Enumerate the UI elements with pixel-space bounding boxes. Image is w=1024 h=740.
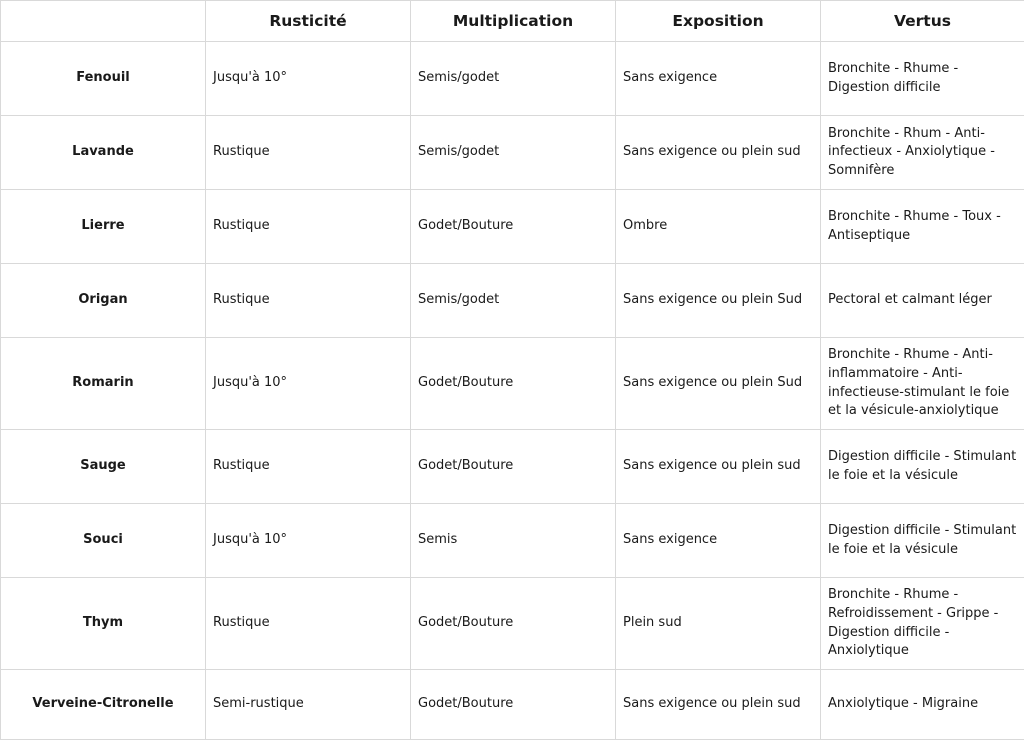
- rusticite-cell: Jusqu'à 10°: [206, 504, 411, 578]
- table-row: [1, 430, 1024, 504]
- multiplication-cell: Semis/godet: [411, 42, 616, 116]
- exposition-cell: Sans exigence: [616, 504, 821, 578]
- table-row: [1, 578, 1024, 670]
- vertus-cell: Bronchite - Rhume - Anti-inflammatoire - Anti-infectieuse-stimulant le foie et la vésicule-anxiolytique: [821, 338, 1024, 430]
- rusticite-cell: Rustique: [206, 190, 411, 264]
- rusticite-cell: Rustique: [206, 578, 411, 670]
- plant-name-cell: Fenouil: [1, 42, 206, 116]
- table-row: [1, 670, 1024, 740]
- plant-name-cell: Lavande: [1, 116, 206, 190]
- rusticite-cell: Rustique: [206, 264, 411, 338]
- plant-name-cell: Verveine-Citronelle: [1, 670, 206, 740]
- multiplication-cell: Godet/Bouture: [411, 190, 616, 264]
- plant-name-cell: Origan: [1, 264, 206, 338]
- plant-name-cell: Lierre: [1, 190, 206, 264]
- rusticite-cell: Rustique: [206, 116, 411, 190]
- header-rusticite: Rusticité: [206, 1, 411, 42]
- vertus-cell: Bronchite - Rhume - Toux - Antiseptique: [821, 190, 1024, 264]
- header-row: [1, 1, 1024, 42]
- table-row: [1, 190, 1024, 264]
- table-row: [1, 264, 1024, 338]
- multiplication-cell: Semis: [411, 504, 616, 578]
- exposition-cell: Sans exigence: [616, 42, 821, 116]
- rusticite-cell: Rustique: [206, 430, 411, 504]
- table-row: [1, 116, 1024, 190]
- multiplication-cell: Godet/Bouture: [411, 670, 616, 740]
- plant-name-cell: Romarin: [1, 338, 206, 430]
- header-multiplication: Multiplication: [411, 1, 616, 42]
- exposition-cell: Sans exigence ou plein sud: [616, 430, 821, 504]
- table-row: [1, 338, 1024, 430]
- multiplication-cell: Godet/Bouture: [411, 338, 616, 430]
- header-exposition: Exposition: [616, 1, 821, 42]
- plant-name-cell: Sauge: [1, 430, 206, 504]
- exposition-cell: Sans exigence ou plein Sud: [616, 338, 821, 430]
- rusticite-cell: Jusqu'à 10°: [206, 42, 411, 116]
- header-vertus: Vertus: [821, 1, 1024, 42]
- plant-name-cell: Thym: [1, 578, 206, 670]
- rusticite-cell: Jusqu'à 10°: [206, 338, 411, 430]
- exposition-cell: Sans exigence ou plein sud: [616, 670, 821, 740]
- vertus-cell: Pectoral et calmant léger: [821, 264, 1024, 338]
- multiplication-cell: Semis/godet: [411, 264, 616, 338]
- exposition-cell: Sans exigence ou plein Sud: [616, 264, 821, 338]
- vertus-cell: Digestion difficile - Stimulant le foie et la vésicule: [821, 504, 1024, 578]
- exposition-cell: Ombre: [616, 190, 821, 264]
- exposition-cell: Plein sud: [616, 578, 821, 670]
- exposition-cell: Sans exigence ou plein sud: [616, 116, 821, 190]
- table-row: [1, 504, 1024, 578]
- multiplication-cell: Godet/Bouture: [411, 430, 616, 504]
- rusticite-cell: Semi-rustique: [206, 670, 411, 740]
- multiplication-cell: Godet/Bouture: [411, 578, 616, 670]
- multiplication-cell: Semis/godet: [411, 116, 616, 190]
- header-empty-cell: [1, 1, 206, 42]
- vertus-cell: Bronchite - Rhume - Digestion difficile: [821, 42, 1024, 116]
- vertus-cell: Digestion difficile - Stimulant le foie et la vésicule: [821, 430, 1024, 504]
- plant-name-cell: Souci: [1, 504, 206, 578]
- vertus-cell: Anxiolytique - Migraine: [821, 670, 1024, 740]
- vertus-cell: Bronchite - Rhume - Refroidissement - Grippe - Digestion difficile - Anxiolytique: [821, 578, 1024, 670]
- vertus-cell: Bronchite - Rhum - Anti-infectieux - Anxiolytique - Somnifère: [821, 116, 1024, 190]
- table-row: [1, 42, 1024, 116]
